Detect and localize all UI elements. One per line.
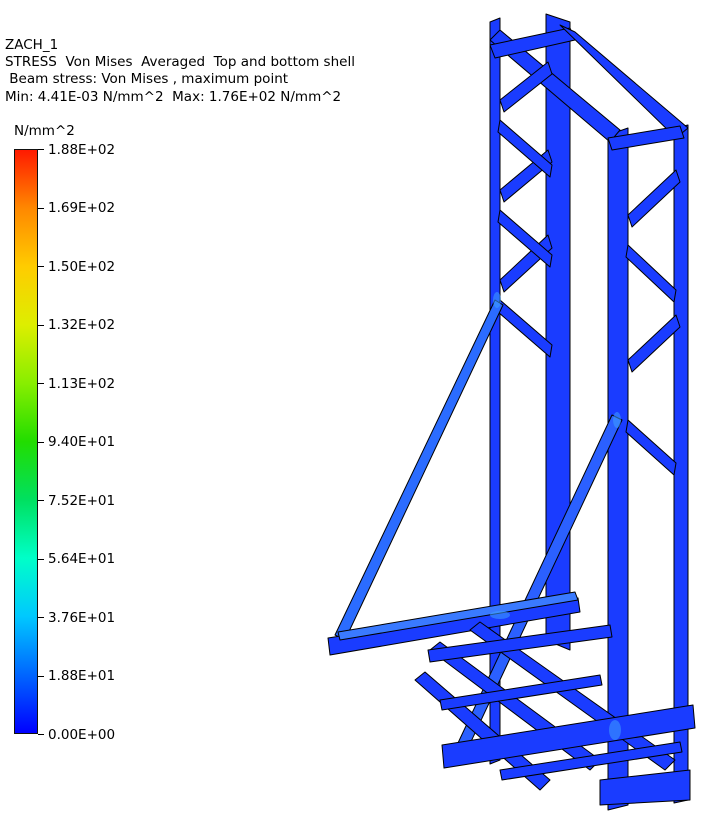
legend-label: 1.32E+02 (48, 317, 116, 333)
legend-units: N/mm^2 (14, 123, 75, 139)
legend-label: 5.64E+01 (48, 551, 116, 567)
legend-label: 1.88E+01 (48, 668, 116, 684)
header-model-name: ZACH_1 (5, 37, 59, 53)
legend-label: 1.50E+02 (48, 259, 116, 275)
stress-highlight (613, 412, 621, 428)
header-min-max: Min: 4.41E-03 N/mm^2 Max: 1.76E+02 N/mm^2 (5, 89, 342, 105)
stress-highlight (490, 611, 510, 619)
legend-label: 3.76E+01 (48, 610, 116, 626)
header-beam-stress: Beam stress: Von Mises , maximum point (5, 71, 289, 87)
header-result-type: STRESS Von Mises Averaged Top and bottom shell (5, 54, 355, 70)
top-beam-right (560, 25, 688, 138)
stress-highlight (609, 720, 621, 740)
legend-label: 1.88E+02 (48, 142, 116, 158)
brace-right-1 (628, 170, 680, 227)
legend-label: 0.00E+00 (48, 727, 116, 743)
legend-label: 1.69E+02 (48, 200, 116, 216)
legend-label: 7.52E+01 (48, 493, 116, 509)
legend-label: 1.13E+02 (48, 376, 116, 392)
brace-left-4 (498, 120, 552, 177)
brace-right-4 (626, 420, 676, 475)
stress-highlight (493, 292, 501, 308)
column-front-left (608, 128, 628, 810)
strut-diagonal-left (335, 300, 503, 640)
brace-left-6 (498, 300, 552, 357)
brace-right-3 (626, 245, 676, 302)
legend-label: 9.40E+01 (48, 434, 116, 450)
brace-right-2 (628, 315, 680, 372)
